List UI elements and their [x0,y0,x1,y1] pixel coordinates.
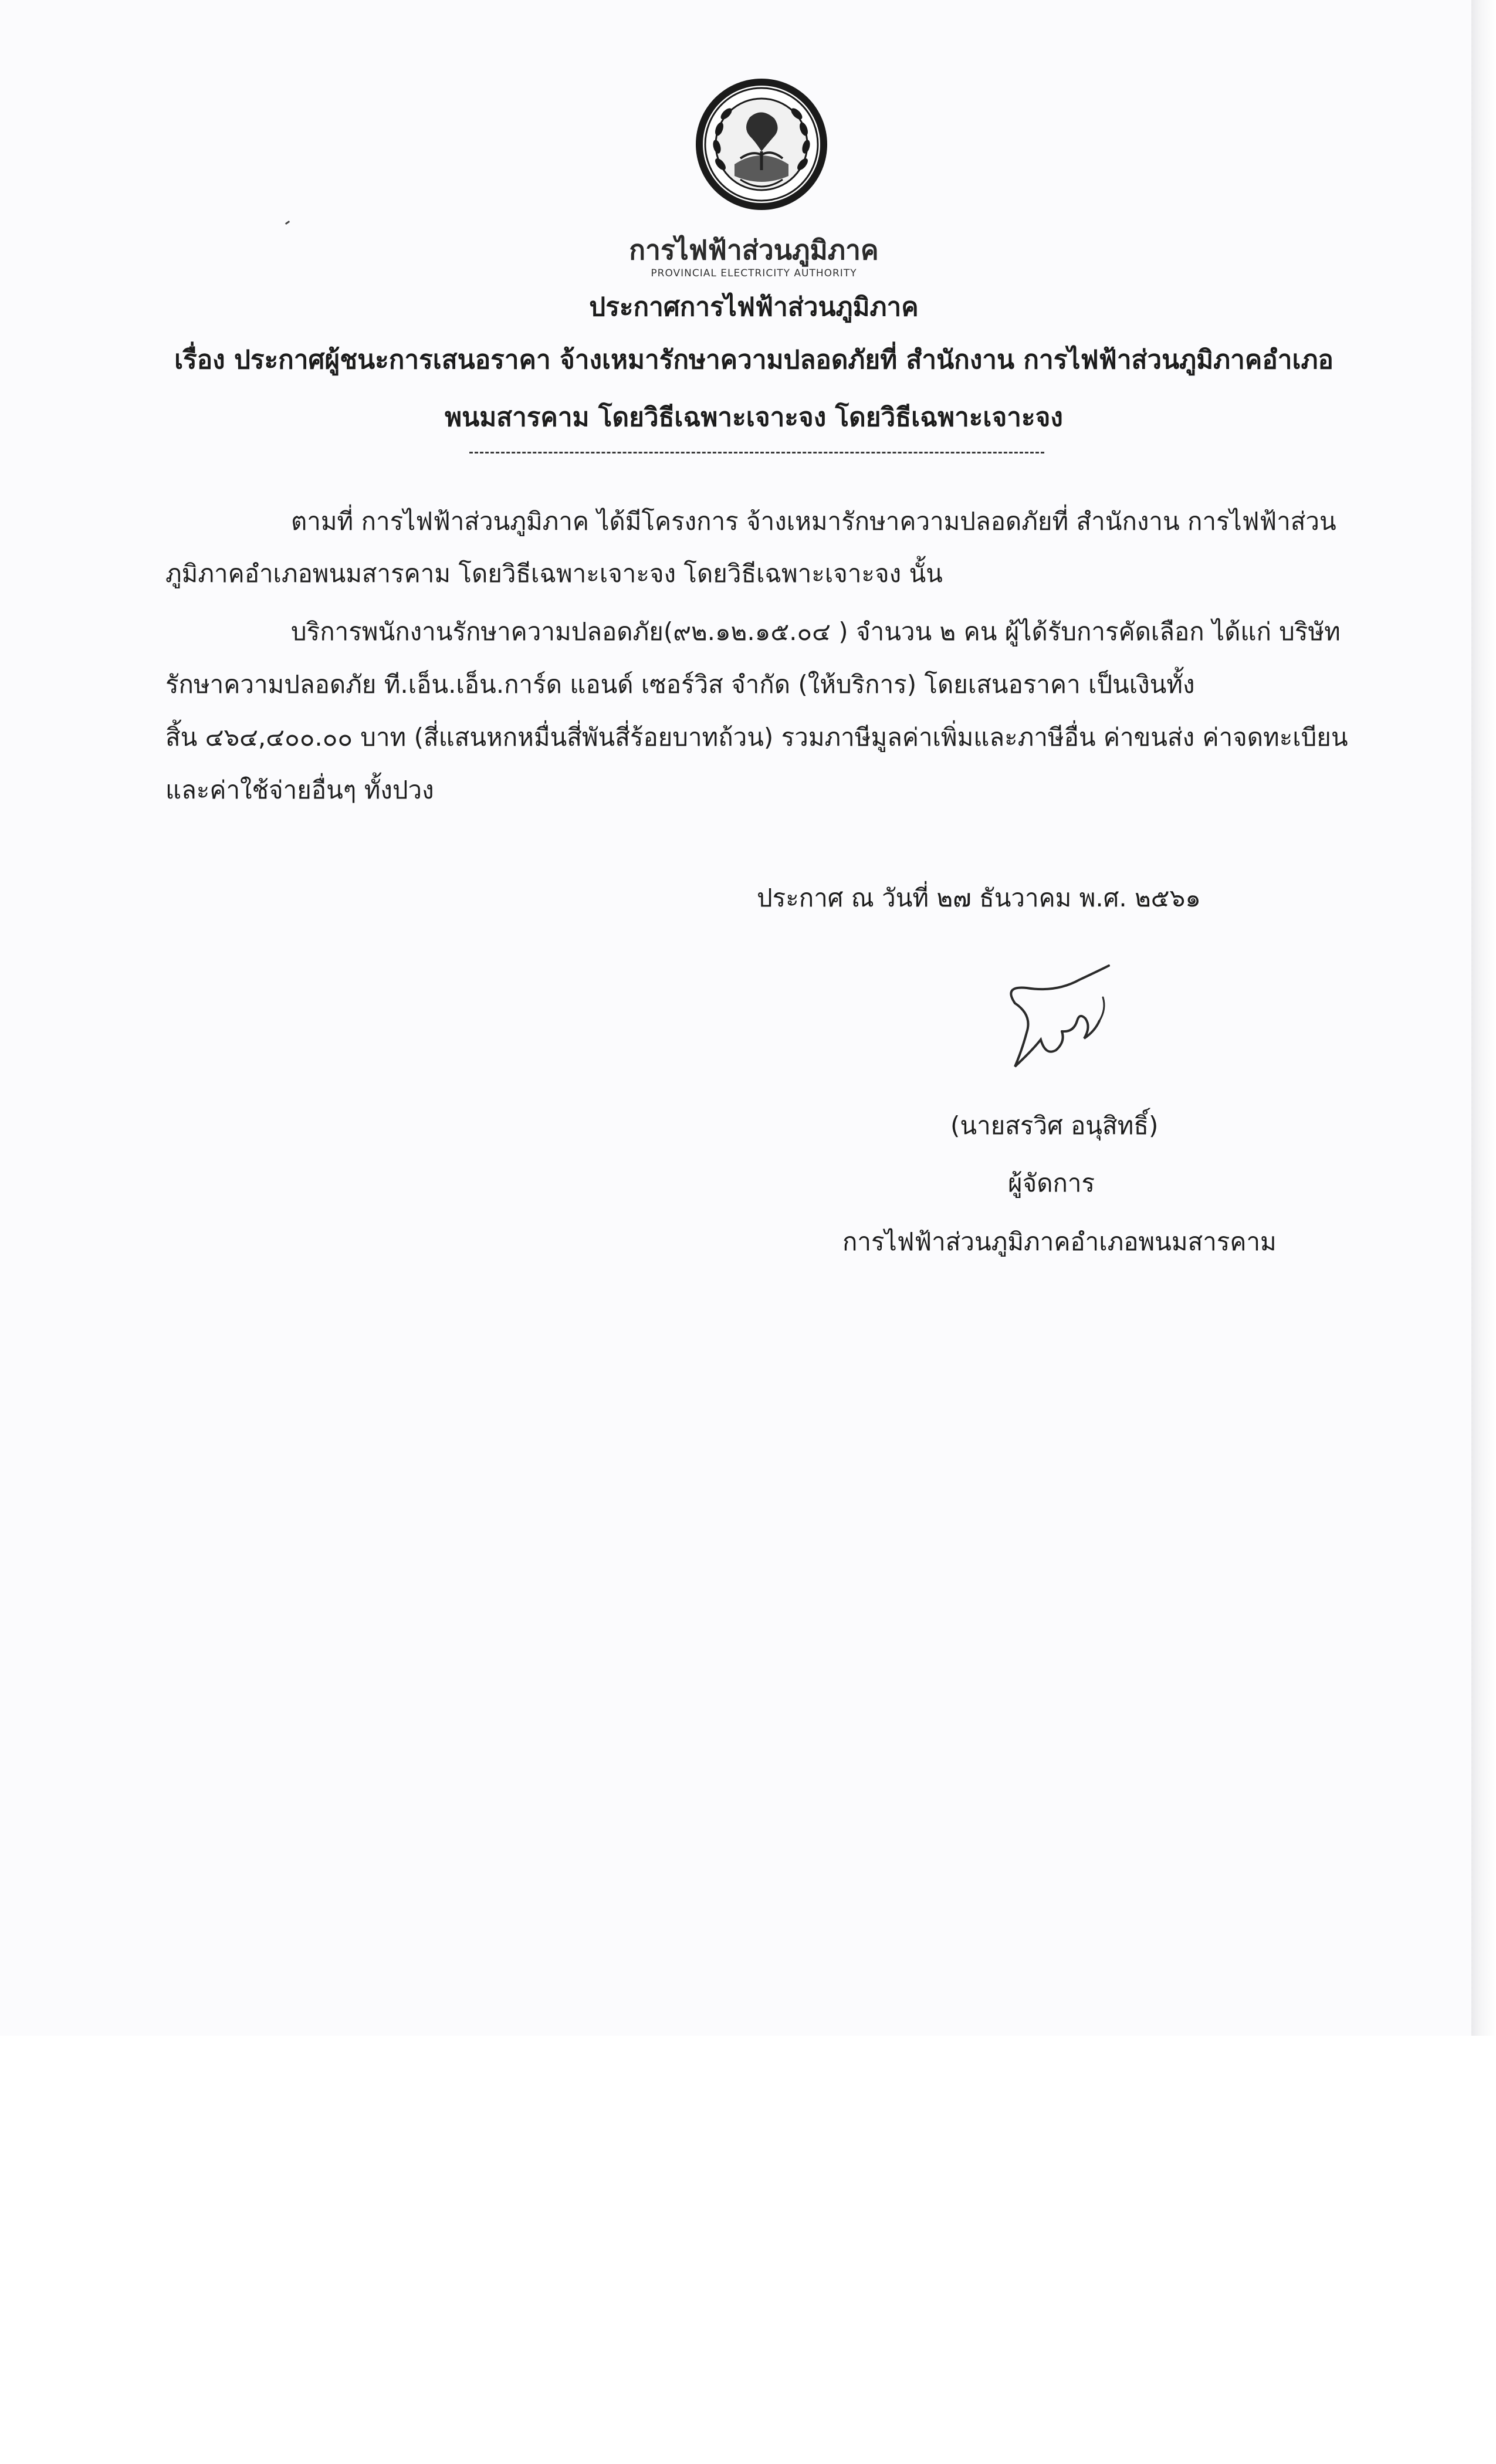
dashed-separator [469,452,1044,453]
subject-line-1: เรื่อง ประกาศผู้ชนะการเสนอราคา จ้างเหมารักษาความปลอดภัยที่ สำนักงาน การไฟฟ้าส่วนภูมิภาคอำเภอ [174,345,1333,375]
body-line-5: สิ้น ๔๖๔,๔๐๐.๐๐ บาท (สี่แสนหกหมื่นสี่พันสี่ร้อยบาทถ้วน) รวมภาษีมูลค่าเพิ่มและภาษีอื่น ค่าขนส่ง ค่าจดทะเบียน [165,723,1348,752]
body-line-4: รักษาความปลอดภัย ที.เอ็น.เอ็น.การ์ด แอนด์ เซอร์วิส จำกัด (ให้บริการ) โดยเสนอราคา เป็นเงินทั้ง [165,670,1195,699]
handwritten-signature-icon [991,962,1126,1079]
org-name-thai: การไฟฟ้าส่วนภูมิภาค [629,234,879,266]
signer-name: (นายสรวิศ อนุสิทธิ์) [950,1111,1159,1140]
org-name-english: PROVINCIAL ELECTRICITY AUTHORITY [651,268,857,279]
announcement-title: ประกาศการไฟฟ้าส่วนภูมิภาค [589,292,919,322]
signer-office: การไฟฟ้าส่วนภูมิภาคอำเภอพนมสารคาม [842,1227,1277,1256]
announcement-date: ประกาศ ณ วันที่ ๒๗ ธันวาคม พ.ศ. ๒๕๖๑ [757,884,1201,912]
body-line-6: และค่าใช้จ่ายอื่นๆ ทั้งปวง [165,776,434,804]
body-line-2: ภูมิภาคอำเภอพนมสารคาม โดยวิธีเฉพาะเจาะจง โดยวิธีเฉพาะเจาะจง นั้น [165,559,943,588]
pea-emblem-icon [693,76,830,212]
signer-position: ผู้จัดการ [1008,1169,1095,1197]
body-line-1: ตามที่ การไฟฟ้าส่วนภูมิภาค ได้มีโครงการ จ้างเหมารักษาความปลอดภัยที่ สำนักงาน การไฟฟ้าส่วน [291,507,1336,536]
subject-line-2: พนมสารคาม โดยวิธีเฉพาะเจาะจง โดยวิธีเฉพาะเจาะจง [445,402,1063,432]
blank-margin [0,2036,1496,2464]
body-line-3: บริการพนักงานรักษาความปลอดภัย(๙๒.๑๒.๑๕.๐๔ ) จำนวน ๒ คน ผู้ได้รับการคัดเลือก ได้แก่ บริษัท [291,617,1341,646]
